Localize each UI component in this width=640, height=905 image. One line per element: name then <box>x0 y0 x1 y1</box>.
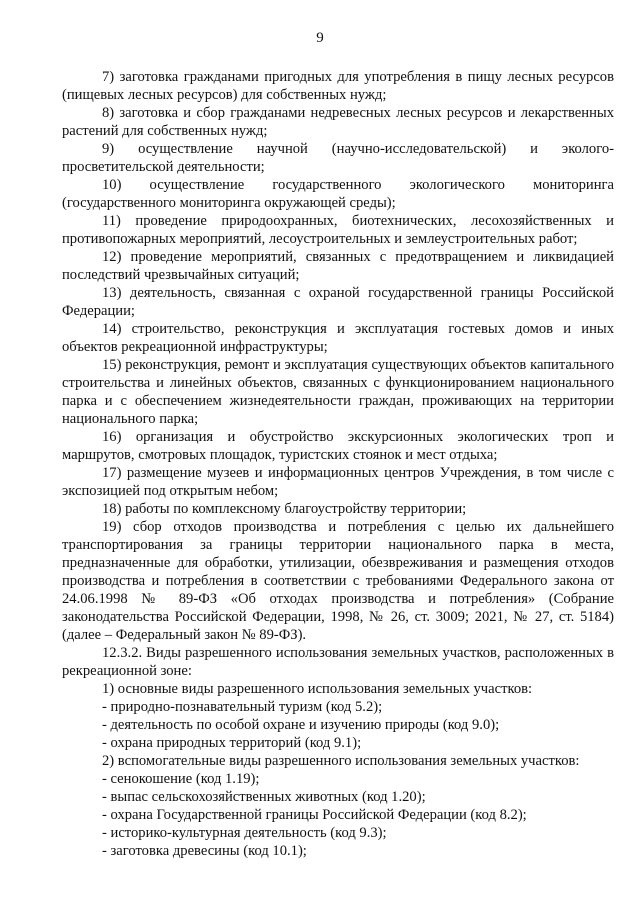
list-item: - охрана Государственной границы Российской Федерации (код 8.2); <box>102 807 527 823</box>
paragraph-item-10: 10) осуществление государственного экологического мониторинга (государственного мониторинга окружающей среды); <box>62 177 614 211</box>
paragraph-item-14: 14) строительство, реконструкция и эксплуатация гостевых домов и иных объектов рекреационной инфраструктуры; <box>62 321 614 355</box>
list-item: - сенокошение (код 1.19); <box>102 771 260 787</box>
list-item: - природно-познавательный туризм (код 5.2); <box>102 699 383 715</box>
paragraph-item-19: 19) сбор отходов производства и потребления с целью их дальнейшего транспортирования за границы территории национального парка в места, предназначенные для обработки, утилизации, обезвреживания и размещения отходов производства и потребления в соответствии с требованиями Федерального закона от 24.06.1998 № 89-ФЗ «Об отходах производства и потребления» (Собрание законодательства Российской Федерации, 1998, № 26, ст. 3009; 2021, № 27, ст. 5184) (далее – Федеральный закон № 89-ФЗ). <box>62 519 614 643</box>
list-item: - выпас сельскохозяйственных животных (код 1.20); <box>102 789 426 805</box>
paragraph-item-18: 18) работы по комплексному благоустройству территории; <box>102 501 467 517</box>
list-item: - деятельность по особой охране и изучению природы (код 9.0); <box>102 717 500 733</box>
paragraph-item-8: 8) заготовка и сбор гражданами недревесных лесных ресурсов и лекарственных растений для собственных нужд; <box>62 105 614 139</box>
paragraph-item-15: 15) реконструкция, ремонт и эксплуатация существующих объектов капитального строительства и линейных объектов, связанных с функционированием национального парка и с обеспечением жизнедеятельности граждан, проживающих на территории национального парка; <box>62 357 614 427</box>
list-item: - историко-культурная деятельность (код 9.3); <box>102 825 387 841</box>
paragraph-item-16: 16) организация и обустройство экскурсионных экологических троп и маршрутов, смотровых площадок, туристских стоянок и мест отдыха; <box>62 429 614 463</box>
section-heading-12-3-2: 12.3.2. Виды разрешенного использования земельных участков, расположенных в рекреационной зоне: <box>62 645 614 679</box>
page-number: 9 <box>316 30 324 46</box>
list-heading-auxiliary-uses: 2) вспомогательные виды разрешенного использования земельных участков: <box>102 753 580 769</box>
paragraph-item-9: 9) осуществление научной (научно-исследовательской) и эколого-просветительской деятельности; <box>62 141 614 175</box>
paragraph-item-7: 7) заготовка гражданами пригодных для употребления в пищу лесных ресурсов (пищевых лесных ресурсов) для собственных нужд; <box>62 69 614 103</box>
document-body <box>62 68 614 860</box>
paragraph-item-12: 12) проведение мероприятий, связанных с предотвращением и ликвидацией последствий чрезвычайных ситуаций; <box>62 249 614 283</box>
paragraph-item-17: 17) размещение музеев и информационных центров Учреждения, в том числе с экспозицией под открытым небом; <box>62 465 614 499</box>
list-item: - заготовка древесины (код 10.1); <box>102 843 307 859</box>
list-item: - охрана природных территорий (код 9.1); <box>102 735 362 751</box>
list-heading-main-uses: 1) основные виды разрешенного использования земельных участков: <box>102 681 533 697</box>
paragraph-item-13: 13) деятельность, связанная с охраной государственной границы Российской Федерации; <box>62 285 614 319</box>
paragraph-item-11: 11) проведение природоохранных, биотехнических, лесохозяйственных и противопожарных мероприятий, лесоустроительных и землеустроительных работ; <box>62 213 614 247</box>
